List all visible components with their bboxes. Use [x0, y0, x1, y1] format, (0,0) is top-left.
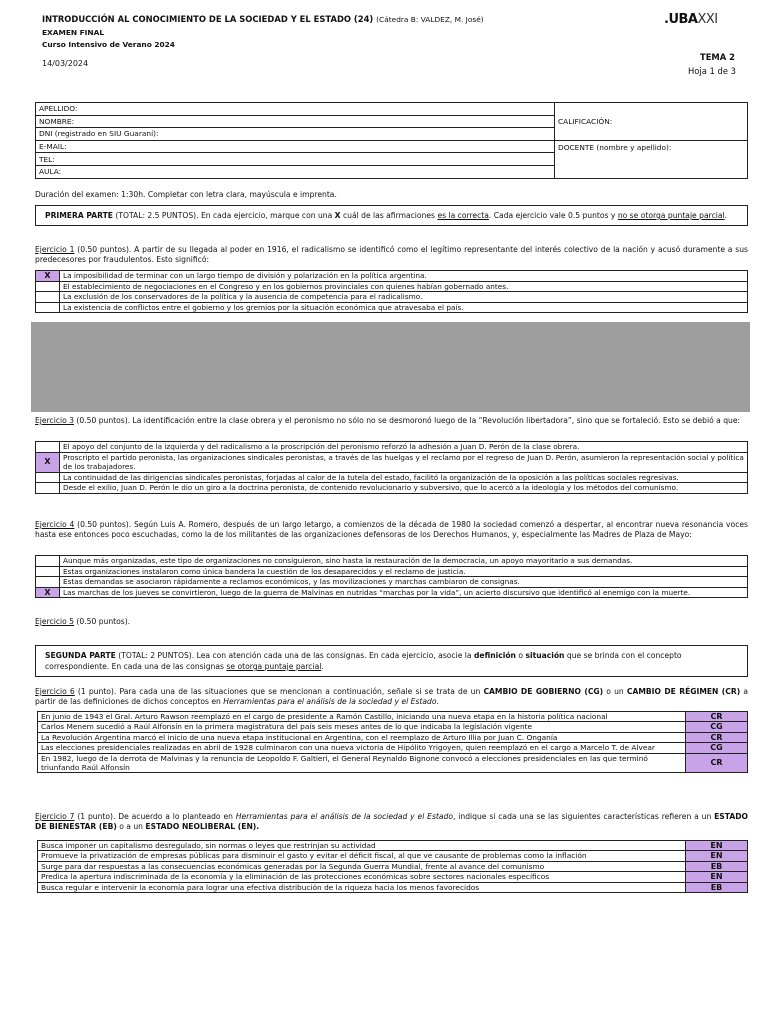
field-apellido[interactable]: APELLIDO:: [36, 103, 555, 116]
situation-text: Carlos Menem sucedió a Raúl Alfonsín en la primera magistratura del país seis meses antes de lo que indicaba la legislación vigente: [38, 722, 686, 732]
answer-mark[interactable]: X: [36, 452, 60, 472]
option-row[interactable]: [36, 472, 748, 483]
situation-text: Las elecciones presidenciales realizadas en abril de 1928 culminaron con una nueva victoria de Hipólito Yrigoyen, quien reemplazó en el cargo a Marcelo T. de Alvear: [38, 743, 686, 753]
option-text: La existencia de conflictos entre el gobierno y los gremios por la situación económica que atravesaba el país.: [60, 302, 748, 313]
option-row[interactable]: [36, 271, 748, 282]
option-row[interactable]: [36, 302, 748, 313]
option-text: La imposibilidad de terminar con un largo tiempo de división y polarización en la política argentina.: [60, 271, 748, 282]
situation-text: En 1982, luego de la derrota de Malvinas y la renuncia de Leopoldo F. Galtieri, el General Reynaldo Bignone convocó a elecciones presidenciales en las que terminó triunfando Raúl Alfonsín: [38, 753, 686, 773]
page-indicator: Hoja 1 de 3: [688, 66, 736, 76]
ex6-table: [37, 711, 748, 773]
table-row: [38, 753, 748, 773]
answer-cell[interactable]: EN: [686, 872, 748, 882]
answer-mark[interactable]: [36, 292, 60, 303]
answer-cell[interactable]: EB: [686, 882, 748, 892]
answer-mark[interactable]: [36, 556, 60, 567]
answer-mark[interactable]: [36, 281, 60, 292]
ex1-prompt: Ejercicio 1 (0.50 puntos). A partir de su llegada al poder en 1916, el radicalismo se identificó como el legítimo representante del interés colectivo de la nación y acusó duramente a sus predecesores por fraudulentos. Esto significó:: [35, 245, 749, 265]
option-text: Las marchas de los jueves se convirtieron, luego de la guerra de Malvinas en nutridas “marchas por la vida”, un acierto discursivo que identificó al enemigo con la muerte.: [60, 587, 748, 598]
field-docente[interactable]: DOCENTE (nombre y apellido):: [555, 140, 748, 178]
option-row[interactable]: [36, 556, 748, 567]
redacted-area: [31, 322, 750, 412]
answer-mark[interactable]: X: [36, 587, 60, 598]
option-text: Proscripto el partido peronista, las organizaciones sindicales peronistas, a través de las huelgas y el reclamo por el regreso de Juan D. Perón, asumieron la representación social y política de los trabajadores.: [60, 452, 748, 472]
option-row[interactable]: [36, 566, 748, 577]
ex3-prompt: Ejercicio 3 (0.50 puntos). La identificación entre la clase obrera y el peronismo no sólo no se desmoronó luego de la “Revolución libertadora”, sino que se fortaleció. Esto se debió a que:: [35, 416, 741, 425]
ex4-prompt: Ejercicio 4 (0.50 puntos). Según Luis A. Romero, después de un largo letargo, a comienzos de la década de 1980 la sociedad comenzó a despertar, al encontrar nueva resonancia voces hasta ese entonces poco escuchadas, como la de los militantes de las organizaciones defensoras de los Derechos Humanos, y, especialmente las Madres de Plaza de Mayo:: [35, 520, 748, 540]
table-row: [38, 841, 748, 851]
ex1-options: [35, 270, 748, 313]
table-row: [38, 722, 748, 732]
course-title: INTRODUCCIÓN AL CONOCIMIENTO DE LA SOCIEDAD Y EL ESTADO (24) (Cátedra B: VALDEZ, M. José): [42, 14, 484, 24]
option-text: Estas demandas se asociaron rápidamente a reclamos económicos, y las movilizaciones y marchas cambiaron de consignas.: [60, 577, 748, 588]
answer-cell[interactable]: EN: [686, 841, 748, 851]
situation-text: En junio de 1943 el Gral. Arturo Rawson reemplazó en el cargo de presidente a Ramón Castillo, iniciando una nueva etapa en la historia política nacional: [38, 712, 686, 722]
option-text: La exclusión de los conservadores de la política y la ausencia de competencia para el radicalismo.: [60, 292, 748, 303]
option-text: El apoyo del conjunto de la izquierda y del radicalismo a la proscripción del peronismo reforzó la adhesión a Juan D. Perón de la clase obrera.: [60, 442, 748, 453]
answer-mark[interactable]: [36, 472, 60, 483]
exam-date: 14/03/2024: [42, 59, 89, 68]
answer-cell[interactable]: EB: [686, 861, 748, 871]
characteristic-text: Predica la apertura indiscriminada de la economía y la eliminación de las protecciones económicas sobre sectores nacionales específicos: [38, 872, 686, 882]
answer-cell[interactable]: EN: [686, 851, 748, 861]
option-text: La continuidad de las dirigencias sindicales peronistas, forjadas al calor de la tutela del estado, facilitó la organización de la oposición a las políticas sociales regresivas.: [60, 472, 748, 483]
ex7-table: [37, 840, 748, 893]
table-row: [38, 712, 748, 722]
characteristic-text: Surge para dar respuestas a las consecuencias económicas generadas por la Segunda Guerra Mundial, frente al avance del comunismo: [38, 861, 686, 871]
answer-cell[interactable]: CR: [686, 732, 748, 742]
option-text: Desde el exilio, Juan D. Perón le dio un giro a la doctrina peronista, de contenido revolucionario y subversivo, que lo acercó a la ideología y los métodos del comunismo.: [60, 483, 748, 494]
answer-cell[interactable]: CG: [686, 722, 748, 732]
answer-mark[interactable]: [36, 577, 60, 588]
table-row: [38, 882, 748, 892]
answer-cell[interactable]: CR: [686, 712, 748, 722]
field-nombre[interactable]: NOMBRE:: [36, 115, 555, 128]
field-aula[interactable]: AULA:: [36, 165, 555, 178]
catedra: (Cátedra B: VALDEZ, M. José): [376, 15, 484, 24]
answer-mark[interactable]: [36, 442, 60, 453]
ex5-prompt: Ejercicio 5 (0.50 puntos).: [35, 617, 131, 626]
answer-cell[interactable]: CG: [686, 743, 748, 753]
option-text: Estas organizaciones instalaron como única bandera la cuestión de los desaparecidos y el reclamo de justicia.: [60, 566, 748, 577]
student-info-form: [35, 102, 748, 179]
answer-mark[interactable]: [36, 483, 60, 494]
table-row: [38, 851, 748, 861]
exam-duration: Duración del examen: 1:30h. Completar con letra clara, mayúscula e imprenta.: [35, 190, 337, 199]
answer-mark[interactable]: X: [36, 271, 60, 282]
table-row: [38, 743, 748, 753]
uba-xxi-logo: .UBAXXI: [664, 12, 718, 27]
option-text: El establecimiento de negociaciones en el Congreso y en los gobiernos provinciales con quienes habían gobernado antes.: [60, 281, 748, 292]
ex4-options: [35, 555, 748, 598]
option-row[interactable]: [36, 577, 748, 588]
option-row[interactable]: [36, 483, 748, 494]
option-row[interactable]: [36, 292, 748, 303]
tema-label: TEMA 2: [700, 52, 735, 62]
option-row[interactable]: [36, 587, 748, 598]
ex3-options: [35, 441, 748, 494]
option-row[interactable]: [36, 442, 748, 453]
field-calificacion[interactable]: CALIFICACIÓN:: [555, 103, 748, 141]
part1-instructions: PRIMERA PARTE (TOTAL: 2.5 PUNTOS). En cada ejercicio, marque con una X cuál de las afirmaciones es la correcta. Cada ejercicio vale 0.5 puntos y no se otorga puntaje parcial.: [35, 205, 748, 226]
option-text: Aunque más organizadas, este tipo de organizaciones no consiguieron, sino hasta la restauración de la democracia, un apoyo mayoritario a sus demandas.: [60, 556, 748, 567]
table-row: [38, 732, 748, 742]
characteristic-text: Busca imponer un capitalismo desregulado, sin normas o leyes que restrinjan su actividad: [38, 841, 686, 851]
situation-text: La Revolución Argentina marcó el inicio de una nueva etapa institucional en Argentina, con el reemplazo de Arturo Illia por Juan C. Onganía: [38, 732, 686, 742]
ex6-prompt: Ejercicio 6 (1 punto). Para cada una de las situaciones que se mencionan a continuación, señale si se trata de un CAMBIO DE GOBIERNO (CG) o un CAMBIO DE RÉGIMEN (CR) a partir de las definiciones de dichos conceptos en Herramientas para el análisis de la sociedad y el Estado.: [35, 687, 748, 707]
exam-type: EXAMEN FINAL: [42, 28, 105, 37]
part2-instructions: SEGUNDA PARTE (TOTAL: 2 PUNTOS). Lea con atención cada una de las consignas. En cada ejercicio, asocie la definición o situación que se brinda con el concepto correspondiente. En cada una de las consignas se otorga puntaje parcial.: [35, 645, 748, 677]
table-row: [38, 861, 748, 871]
field-tel[interactable]: TEL:: [36, 153, 555, 166]
ex7-prompt: Ejercicio 7 (1 punto). De acuerdo a lo planteado en Herramientas para el análisis de la sociedad y el Estado, indique si cada una se las siguientes características refieren a un ESTADO DE BIENESTAR (EB) o a un ESTADO NEOLIBERAL (EN).: [35, 812, 749, 832]
option-row[interactable]: [36, 452, 748, 472]
answer-mark[interactable]: [36, 566, 60, 577]
field-email[interactable]: E-MAIL:: [36, 140, 555, 153]
option-row[interactable]: [36, 281, 748, 292]
answer-mark[interactable]: [36, 302, 60, 313]
course-name: Curso Intensivo de Verano 2024: [42, 40, 175, 49]
characteristic-text: Promueve la privatización de empresas públicas para disminuir el gasto y evitar el déficit fiscal, al que ve causante de problemas como la inflación: [38, 851, 686, 861]
table-row: [38, 872, 748, 882]
characteristic-text: Busca regular e intervenir la economía para lograr una efectiva distribución de la riqueza hacia los menos favorecidos: [38, 882, 686, 892]
answer-cell[interactable]: CR: [686, 753, 748, 773]
field-dni[interactable]: DNI (registrado en SIU Guaraní):: [36, 128, 555, 141]
